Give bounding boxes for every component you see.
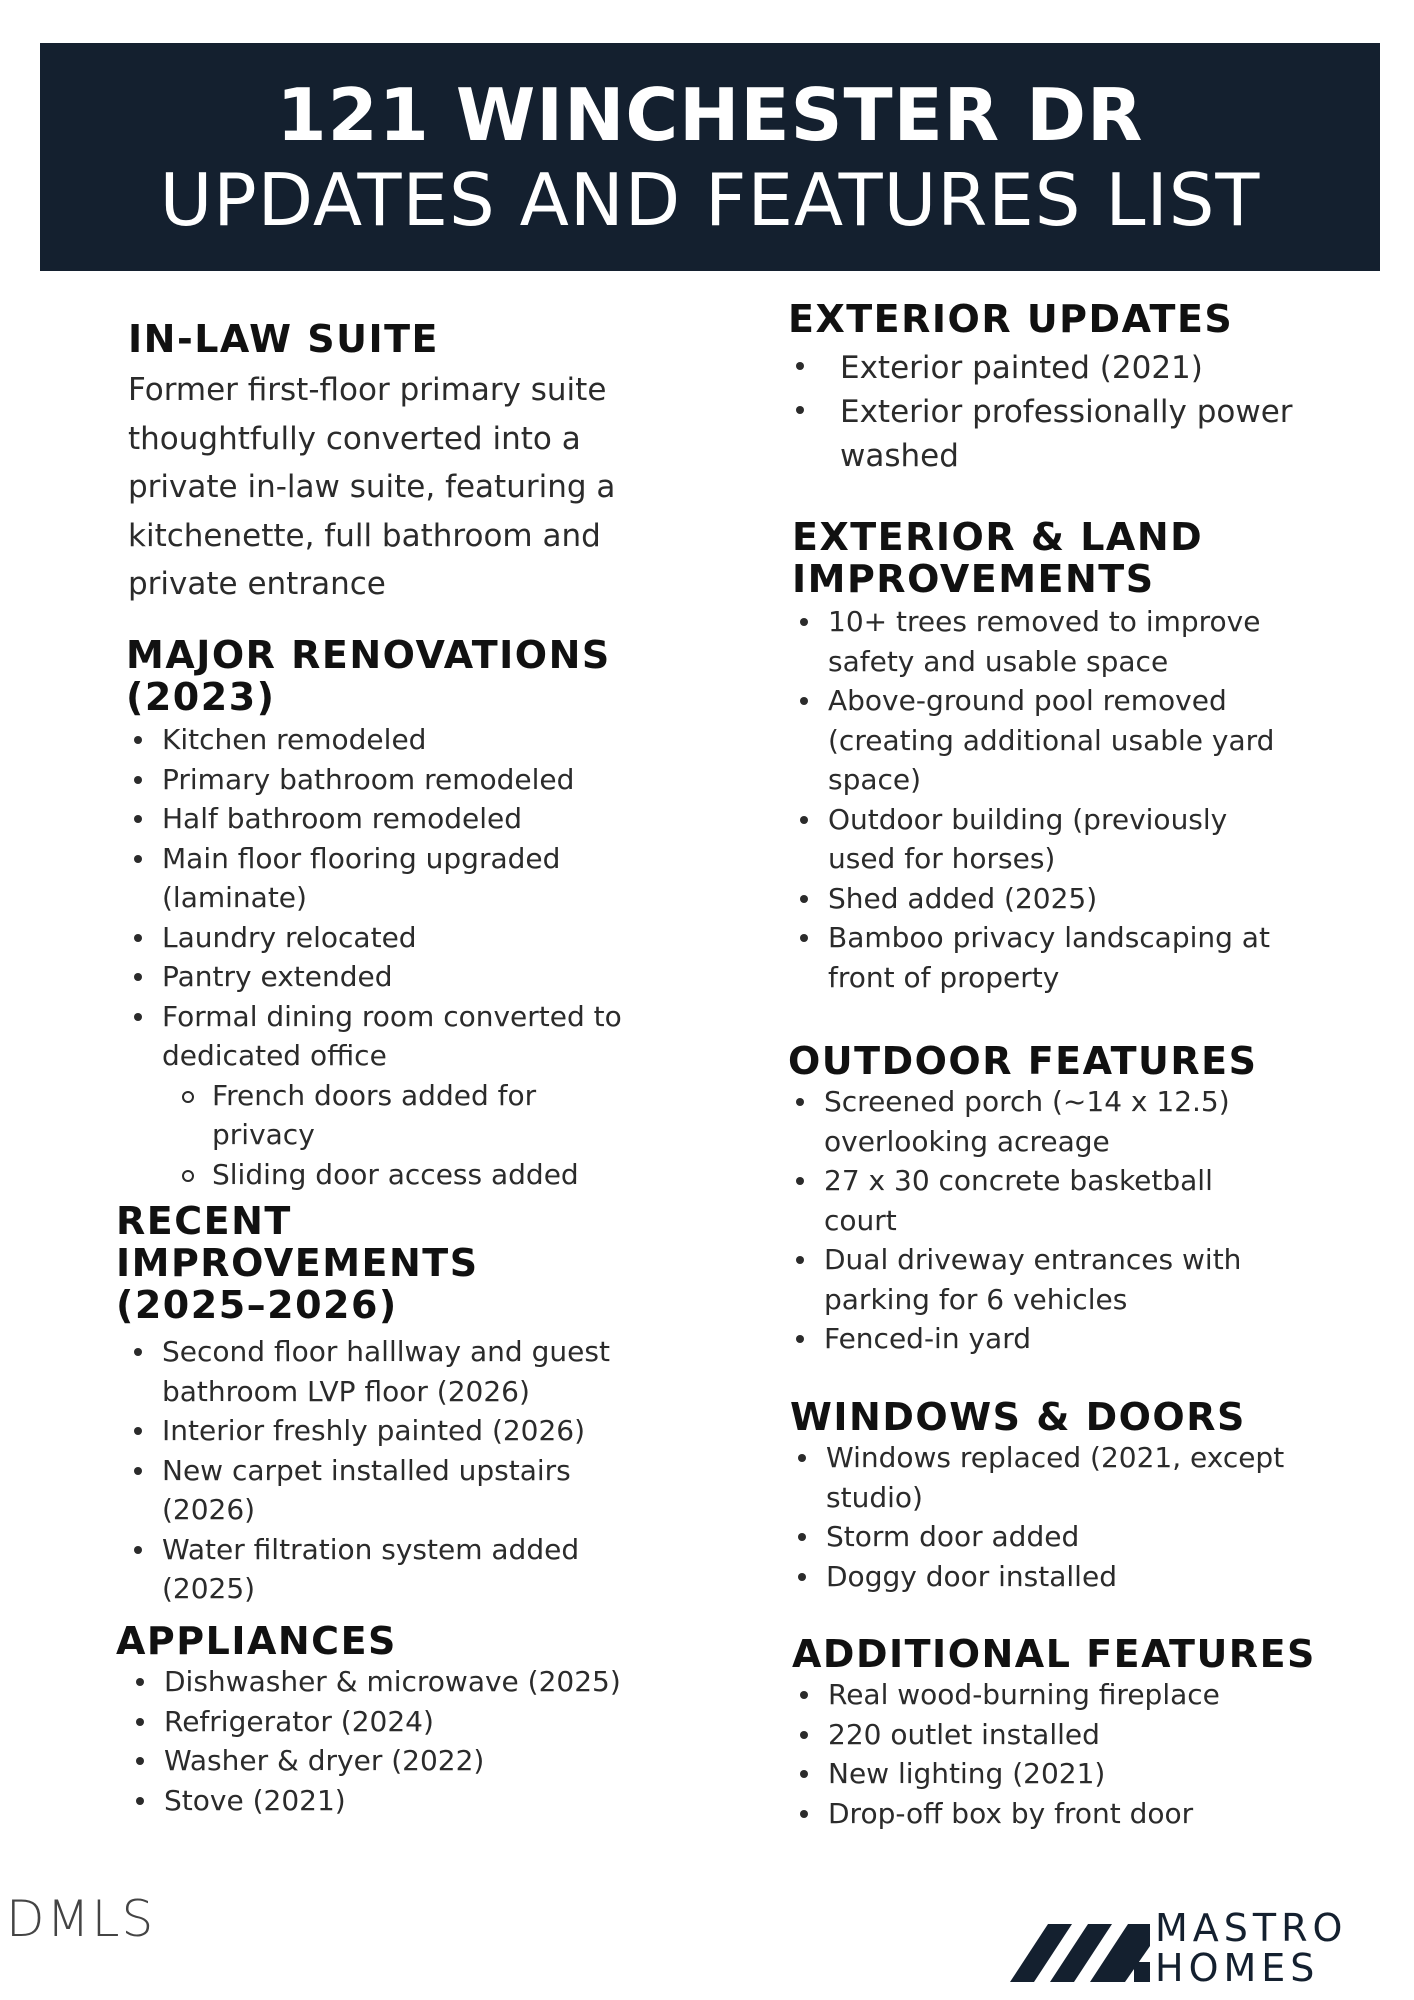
page-title: 121 WINCHESTER DR — [276, 73, 1144, 157]
bullet-list — [790, 1438, 1350, 1596]
recent-improvements-section — [116, 1200, 636, 1609]
dmls-watermark: DMLS — [6, 1890, 156, 1948]
mastro-homes-logo — [1010, 1908, 1380, 1988]
outdoor-features-section — [788, 1040, 1348, 1359]
list-item: 220 outlet installed — [792, 1715, 1352, 1755]
additional-features-section — [792, 1633, 1352, 1833]
in-law-suite-section — [128, 318, 648, 609]
section-heading: MAJOR RENOVATIONS (2023) — [126, 633, 611, 719]
list-item: Second floor halllway and guest bathroom LVP floor (2026) — [126, 1332, 632, 1411]
logo-text-line1: MASTRO — [1155, 1906, 1348, 1950]
list-item: Stove (2021) — [128, 1781, 676, 1821]
section-heading: EXTERIOR & LAND IMPROVEMENTS — [792, 515, 1204, 601]
list-item: Interior freshly painted (2026) — [126, 1411, 636, 1451]
list-item: Screened porch (~14 x 12.5) overlooking acreage — [788, 1082, 1254, 1161]
exterior-land-section — [792, 516, 1352, 997]
list-item: Drop-off box by front door — [792, 1794, 1352, 1834]
list-item: Pantry extended — [126, 957, 716, 997]
list-item: 10+ trees removed to improve safety and usable space — [792, 602, 1288, 681]
list-item: Exterior painted (2021) — [788, 346, 1348, 390]
list-item: Refrigerator (2024) — [128, 1702, 676, 1742]
bullet-list — [788, 1082, 1348, 1359]
logo-text-line2: HOMES — [1155, 1946, 1320, 1990]
bullet-list — [128, 1662, 676, 1820]
list-item: Above-ground pool removed (creating additional usable yard space) — [792, 681, 1328, 800]
list-item: Kitchen remodeled — [126, 720, 716, 760]
list-item: Bamboo privacy landscaping at front of property — [792, 918, 1328, 997]
list-item: Exterior professionally power washed — [788, 390, 1310, 478]
list-item: Doggy door installed — [790, 1557, 1350, 1597]
sub-bullet-list — [174, 1076, 716, 1195]
header-banner — [40, 43, 1380, 271]
major-renovations-section — [126, 634, 716, 1194]
list-item: Real wood-burning fireplace — [792, 1675, 1352, 1715]
appliances-section — [116, 1620, 676, 1820]
list-item: Main floor flooring upgraded (laminate) — [126, 839, 582, 918]
section-heading: WINDOWS & DOORS — [790, 1395, 1246, 1439]
list-item: Laundry relocated — [126, 918, 716, 958]
list-item: Outdoor building (previously used for horses) — [792, 800, 1278, 879]
logo-mark-icon — [1010, 1912, 1150, 1982]
list-item: Half bathroom remodeled — [126, 799, 716, 839]
list-item: Dual driveway entrances with parking for 6 vehicles — [788, 1240, 1284, 1319]
list-item: Formal dining room converted to dedicated office — [126, 997, 622, 1076]
list-item: Windows replaced (2021, except studio) — [790, 1438, 1326, 1517]
bullet-list — [126, 1332, 636, 1609]
list-item: Dishwasher & microwave (2025) — [128, 1662, 676, 1702]
sub-list-item: Sliding door access added — [174, 1155, 716, 1195]
bullet-list — [792, 1675, 1352, 1833]
section-heading: OUTDOOR FEATURES — [788, 1039, 1258, 1083]
list-item: Fenced-in yard — [788, 1319, 1348, 1359]
section-description: Former first-floor primary suite thoughtfully converted into a private in-law suite, featuring a kitchenette, full bathroom and private entrance — [128, 372, 616, 602]
section-heading: ADDITIONAL FEATURES — [792, 1632, 1316, 1676]
list-item: Shed added (2025) — [792, 879, 1352, 919]
list-item: Primary bathroom remodeled — [126, 760, 716, 800]
bullet-list — [788, 346, 1348, 478]
list-item: Washer & dryer (2022) — [128, 1741, 676, 1781]
list-item: Storm door added — [790, 1517, 1350, 1557]
page-subtitle: UPDATES AND FEATURES LIST — [159, 158, 1261, 242]
section-heading: APPLIANCES — [116, 1619, 397, 1663]
section-heading: EXTERIOR UPDATES — [788, 297, 1234, 341]
list-item: 27 x 30 concrete basketball court — [788, 1161, 1254, 1240]
list-item: New carpet installed upstairs (2026) — [126, 1451, 602, 1530]
list-item: New lighting (2021) — [792, 1754, 1352, 1794]
bullet-list — [792, 602, 1352, 997]
windows-doors-section — [790, 1396, 1350, 1596]
sub-list-item: French doors added for privacy — [174, 1076, 592, 1155]
section-heading: IN-LAW SUITE — [128, 317, 440, 361]
exterior-updates-section — [788, 298, 1348, 478]
section-heading: RECENT IMPROVEMENTS (2025–2026) — [116, 1199, 479, 1327]
list-item: Water filtration system added (2025) — [126, 1530, 602, 1609]
bullet-list — [126, 720, 716, 1076]
